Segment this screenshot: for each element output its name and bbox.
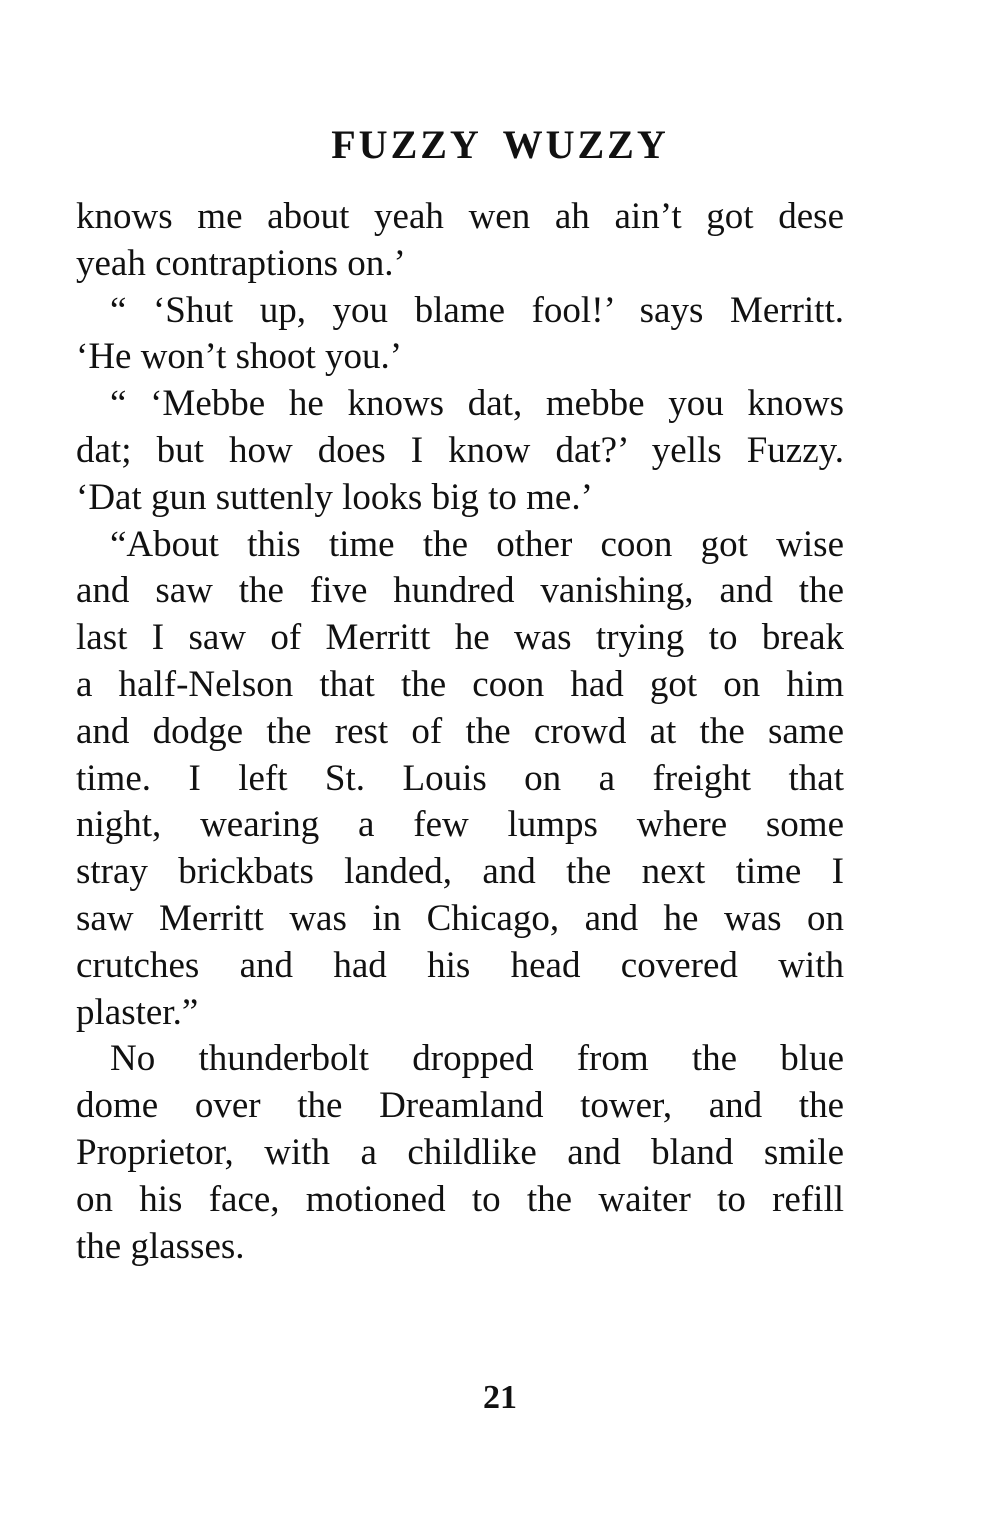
text-line: crutches and had his head covered with [76,944,844,986]
text-line: dat; but how does I know dat?’ yells Fuzzy. [76,429,844,471]
text-line: and dodge the rest of the crowd at the same [76,710,844,752]
text-line: “ ‘Shut up, you blame fool!’ says Merritt. [110,289,844,331]
paragraph [76,194,844,288]
paragraph [76,288,844,382]
paragraph [76,522,844,1037]
text-line: yeah contraptions on.’ [76,242,406,284]
page-number: 21 [483,1379,517,1416]
body-text [76,194,844,1270]
paragraph [76,381,844,521]
text-line: on his face, motioned to the waiter to refill [76,1178,844,1220]
text-line: “About this time the other coon got wise [110,523,844,565]
text-line: Proprietor, with a childlike and bland smile [76,1131,844,1173]
text-line: “ ‘Mebbe he knows dat, mebbe you knows [110,383,844,425]
text-line: a half-Nelson that the coon had got on him [76,663,844,705]
text-line: No thunderbolt dropped from the blue [110,1038,844,1080]
text-line: ‘He won’t shoot you.’ [76,336,403,378]
text-line: knows me about yeah wen ah ain’t got dese [76,196,844,237]
text-line: time. I left St. Louis on a freight that [76,757,844,799]
paragraph [76,1036,844,1270]
text-line: stray brickbats landed, and the next time I [76,851,844,893]
text-line: ‘Dat gun suttenly looks big to me.’ [76,476,593,518]
text-line: night, wearing a few lumps where some [76,804,844,846]
text-line: and saw the five hundred vanishing, and the [76,570,844,612]
running-title: FUZZY WUZZY [331,122,669,167]
text-line: the glasses. [76,1225,245,1267]
text-line: plaster.” [76,991,199,1033]
text-line: dome over the Dreamland tower, and the [76,1085,844,1127]
text-line: last I saw of Merritt he was trying to break [76,617,844,659]
text-line: saw Merritt was in Chicago, and he was on [76,897,844,939]
